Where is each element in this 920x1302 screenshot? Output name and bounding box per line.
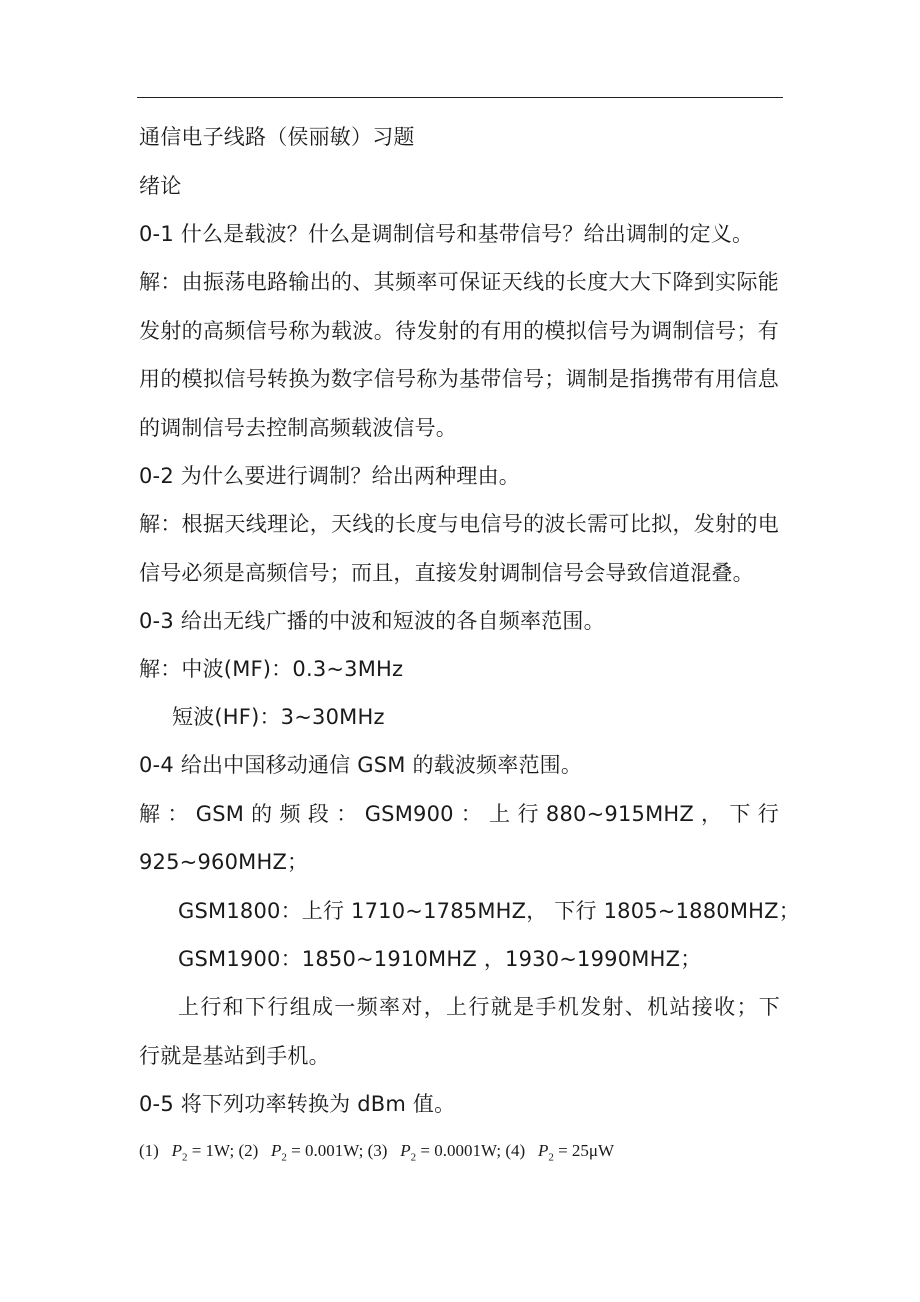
section-heading: 绪论 (139, 174, 182, 198)
question-0-1: 0-1 什么是载波？什么是调制信号和基带信号？给出调制的定义。 (139, 222, 754, 246)
formula-value-1: = 1W; (2) (191, 1141, 259, 1160)
answer-line: 解 ： GSM 的 频 段 ： GSM900 ： 上 行 880~915MHZ ， 下 行 (139, 802, 779, 826)
answer-line: 925~960MHZ； (139, 850, 309, 874)
question-0-3: 0-3 给出无线广播的中波和短波的各自频率范围。 (139, 609, 605, 633)
formula-variable: P (271, 1141, 282, 1160)
formula-subscript: 2 (410, 1151, 417, 1164)
formula-item-number: (1) (139, 1141, 159, 1160)
answer-line: GSM1900：1850~1910MHZ ，1930~1990MHZ； (178, 947, 702, 971)
header-rule (137, 97, 783, 98)
power-formula (139, 1136, 614, 1172)
answer-line: 信号必须是高频信号；而且，直接发射调制信号会导致信道混叠。 (139, 561, 754, 585)
question-0-5: 0-5 将下列功率转换为 dBm 值。 (139, 1092, 456, 1116)
answer-line: 行就是基站到手机。 (139, 1044, 330, 1068)
answer-line: 短波(HF)：3~30MHz (172, 705, 385, 729)
formula-variable: P (537, 1141, 549, 1160)
formula-variable: P (400, 1141, 411, 1160)
formula-value-2: = 0.001W; (3) (291, 1141, 388, 1160)
answer-line: 上行和下行组成一频率对，上行就是手机发射、机站接收；下 (178, 995, 780, 1019)
answer-line: 发射的高频信号称为载波。待发射的有用的模拟信号为调制信号；有 (139, 319, 779, 343)
formula-subscript: 2 (281, 1151, 287, 1164)
question-0-4: 0-4 给出中国移动通信 GSM 的载波频率范围。 (139, 753, 583, 777)
answer-line: 解：根据天线理论，天线的长度与电信号的波长需可比拟，发射的电 (139, 512, 779, 536)
answer-line: 用的模拟信号转换为数字信号称为基带信号；调制是指携带有用信息 (139, 367, 779, 391)
answer-line: 的调制信号去控制高频载波信号。 (139, 416, 457, 440)
answer-line: GSM1800：上行 1710~1785MHZ， 下行 1805~1880MHZ； (178, 899, 800, 923)
formula-subscript: 2 (548, 1151, 554, 1164)
formula-variable: P (171, 1141, 182, 1160)
answer-line: 解：中波(MF)：0.3~3MHz (139, 657, 404, 681)
formula-subscript: 2 (181, 1151, 188, 1164)
question-0-2: 0-2 为什么要进行调制？给出两种理由。 (139, 464, 520, 488)
formula-value-3: = 0.0001W; (4) (420, 1141, 526, 1160)
document-title: 通信电子线路（侯丽敏）习题 (139, 125, 415, 149)
formula-value-4: = 25μW (558, 1141, 615, 1160)
answer-line: 解：由振荡电路输出的、其频率可保证天线的长度大大下降到实际能 (139, 270, 779, 294)
